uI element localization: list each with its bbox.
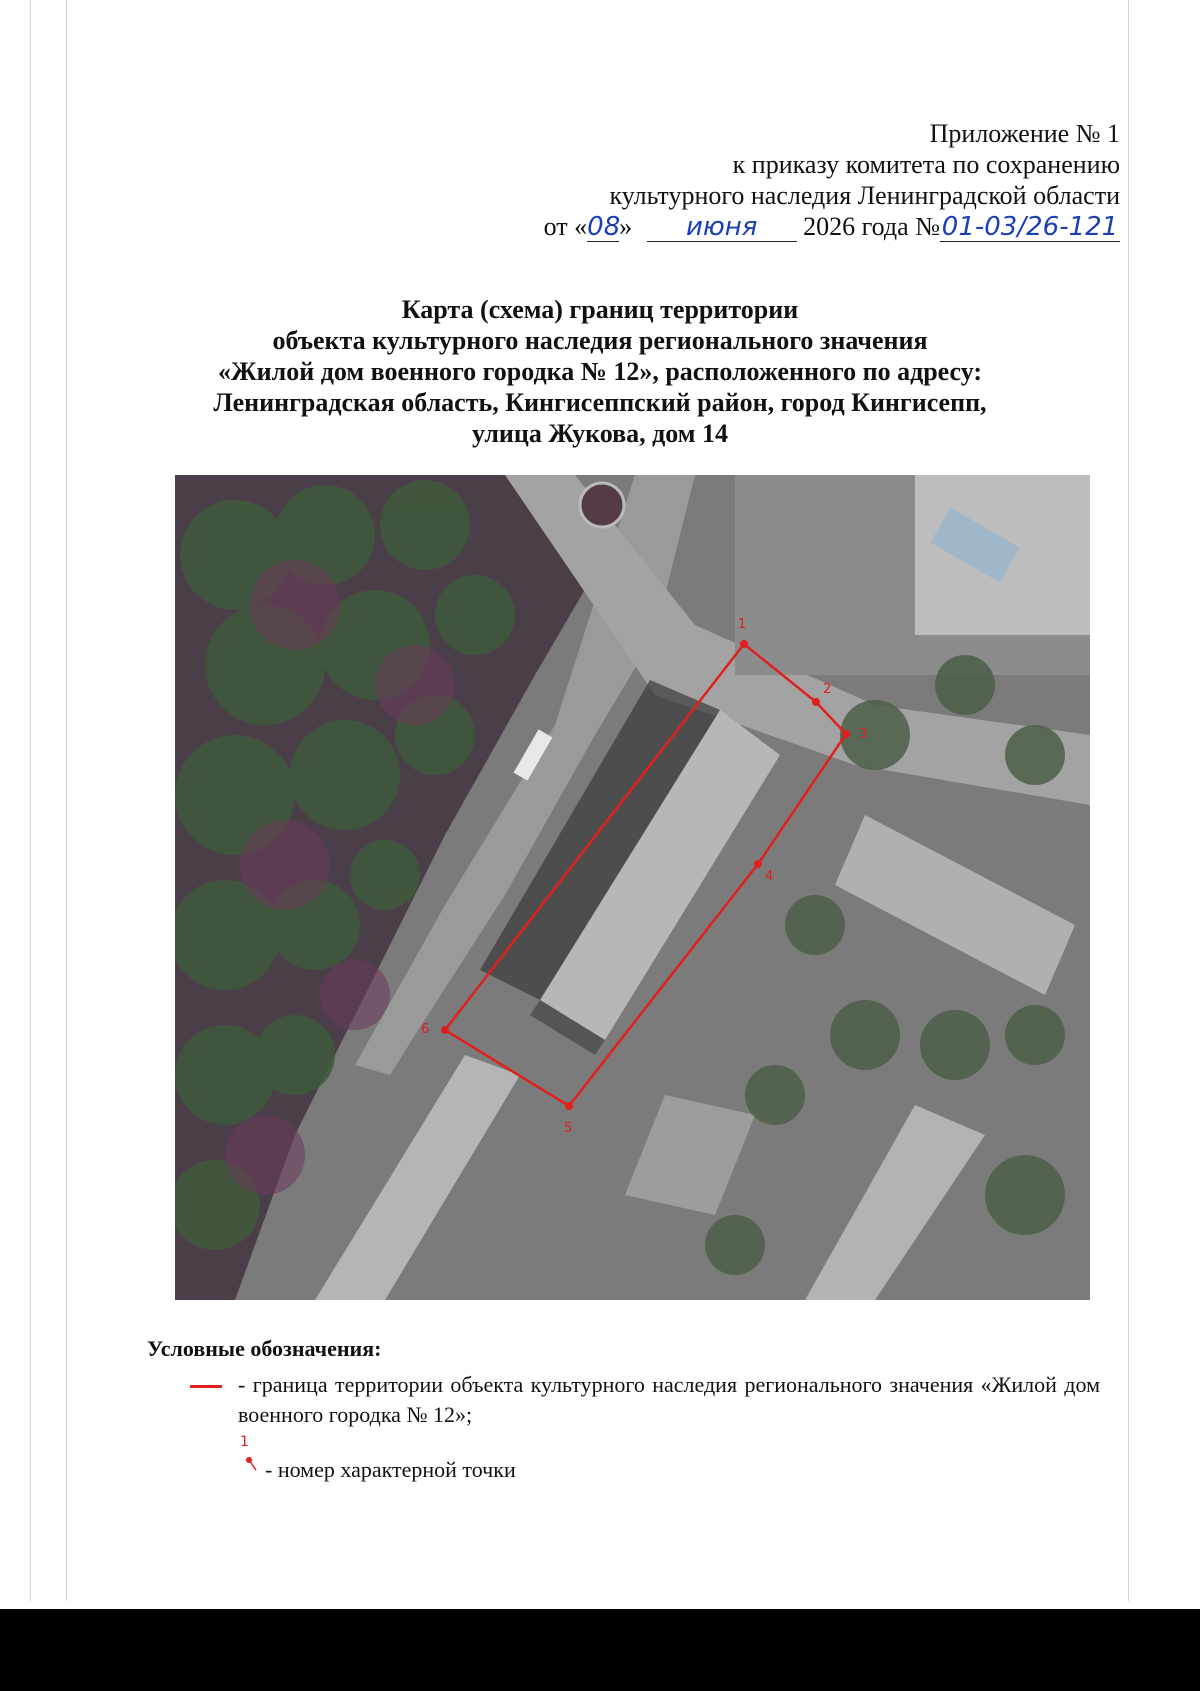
appendix-line-1: Приложение № 1 [929,119,1120,148]
aerial-map-svg [175,475,1090,1300]
title-line-1: Карта (схема) границ территории [401,295,799,324]
appendix-line-2: к приказу комитета по сохранению [732,150,1120,179]
point-label-3: 3 [859,727,868,742]
point-label-6: 6 [421,1022,430,1037]
title-line-3: «Жилой дом военного городка № 12», расположенного по адресу: [217,357,983,386]
boundary-point-4 [754,860,762,868]
point-label-4: 4 [765,869,774,884]
appendix-line-3: культурного наследия Ленинградской области [609,181,1120,210]
date-month: июня [647,213,797,242]
legend-point-text: - номер характерной точки [265,1457,516,1482]
title-line-4: Ленинградская область, Кингисеппский район, город Кингисепп, [213,388,987,417]
legend-boundary-swatch [190,1385,222,1388]
date-year: 2026 года № [803,212,940,241]
order-number: 01-03/26-121 [941,212,1119,242]
title-line-5: улица Жукова, дом 14 [471,419,729,448]
aerial-map [175,475,1090,1300]
title-line-2: объекта культурного наследия регионального значения [272,326,928,355]
boundary-point-2 [812,698,820,706]
boundary-point-1 [740,640,748,648]
legend-boundary-text: - граница территории объекта культурного наследия регионального значения «Жилой дом военного городка № 12»; [238,1372,1100,1427]
scan-edge-left-2 [66,0,67,1601]
boundary-point-3 [842,730,850,738]
date-prefix: от « [543,212,588,241]
appendix-header [544,118,1120,242]
boundary-point-5 [565,1102,573,1110]
point-label-2: 2 [823,682,832,697]
document-title [0,294,1200,449]
scan-edge-left [30,0,31,1601]
boundary-point-6 [441,1026,449,1034]
legend-title: Условные обозначения: [147,1336,382,1361]
point-label-1: 1 [738,617,747,632]
roundabout [580,483,624,527]
appendix-date-line [544,211,1120,242]
date-mid: » [619,212,633,241]
scan-edge-right [1128,0,1129,1601]
legend-point-number: 1 [240,1434,249,1450]
scan-bottom-border [0,1609,1200,1691]
date-day: 08 [587,212,621,242]
legend-point-icon [238,1436,260,1474]
point-label-5: 5 [564,1121,573,1136]
